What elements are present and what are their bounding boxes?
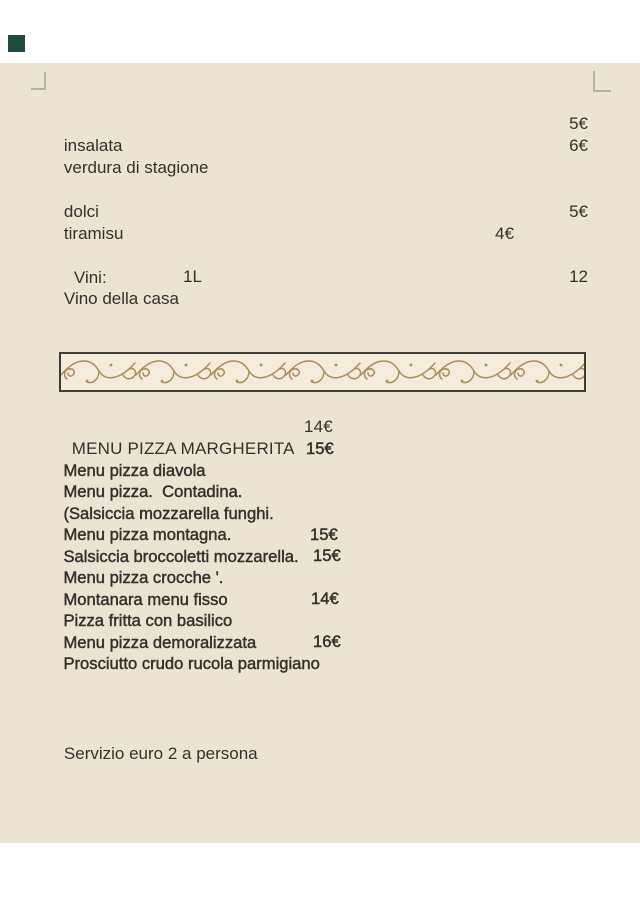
item-price: 6€ <box>569 136 588 155</box>
item-price: 12 <box>569 267 588 286</box>
item-price: 5€ <box>569 114 588 133</box>
heading-label: dolci <box>63 202 99 221</box>
menu-item-row <box>45 588 595 630</box>
item-label: tiramisu <box>63 224 124 243</box>
item-size: 1L <box>183 267 202 286</box>
item-price: 15€ <box>313 546 341 565</box>
item-price: 4€ <box>495 224 514 243</box>
item-label: verdura di stagione <box>63 158 209 177</box>
teal-accent-square <box>8 35 25 52</box>
corner-mark-left-icon <box>31 72 46 90</box>
item-label: Montanara menu fisso <box>63 590 228 609</box>
corner-mark-right-icon <box>593 71 611 92</box>
ornamental-flourish-divider <box>59 352 586 392</box>
item-price: 14€ <box>311 589 339 608</box>
heading-label: Vini: <box>73 268 107 287</box>
section-heading-dolci <box>45 179 595 221</box>
item-label: Salsiccia broccoletti mozzarella. <box>63 547 299 566</box>
service-note-label: Servizio euro 2 a persona <box>63 744 258 763</box>
menu-item-row <box>45 266 595 308</box>
menu-item-row <box>45 545 595 587</box>
item-price: 5€ <box>569 202 588 221</box>
menu-photo-sheet <box>0 63 640 843</box>
menu-item-row <box>45 631 595 673</box>
item-price: 14€ <box>304 417 333 436</box>
menu-item-row <box>45 438 595 480</box>
item-price: 15€ <box>306 439 334 458</box>
item-label: (Salsiccia mozzarella funghi. <box>63 504 274 523</box>
item-price: 15€ <box>310 525 338 544</box>
item-label: Menu pizza diavola <box>63 461 206 480</box>
item-label: Prosciutto crudo rucola parmigiano <box>63 654 320 673</box>
item-label: MENU PIZZA MARGHERITA <box>71 439 295 458</box>
stray-price-row <box>45 223 595 245</box>
item-label: Menu pizza crocche '. <box>63 568 224 587</box>
menu-item-row <box>45 135 595 177</box>
item-label: Pizza fritta con basilico <box>63 611 233 630</box>
service-note <box>45 721 595 763</box>
item-label: Menu pizza demoralizzata <box>63 633 257 652</box>
menu-item-row <box>45 113 595 155</box>
item-label: insalata <box>63 136 123 155</box>
item-label: Menu pizza montagna. <box>63 525 232 544</box>
menu-item-row <box>45 459 595 501</box>
menu-item-row <box>45 201 595 243</box>
menu-item-row <box>45 524 595 566</box>
menu-item-row <box>45 481 595 523</box>
item-price: 16€ <box>313 632 341 651</box>
item-label: Vino della casa <box>63 289 179 308</box>
item-label: Menu pizza. Contadina. <box>63 482 243 501</box>
